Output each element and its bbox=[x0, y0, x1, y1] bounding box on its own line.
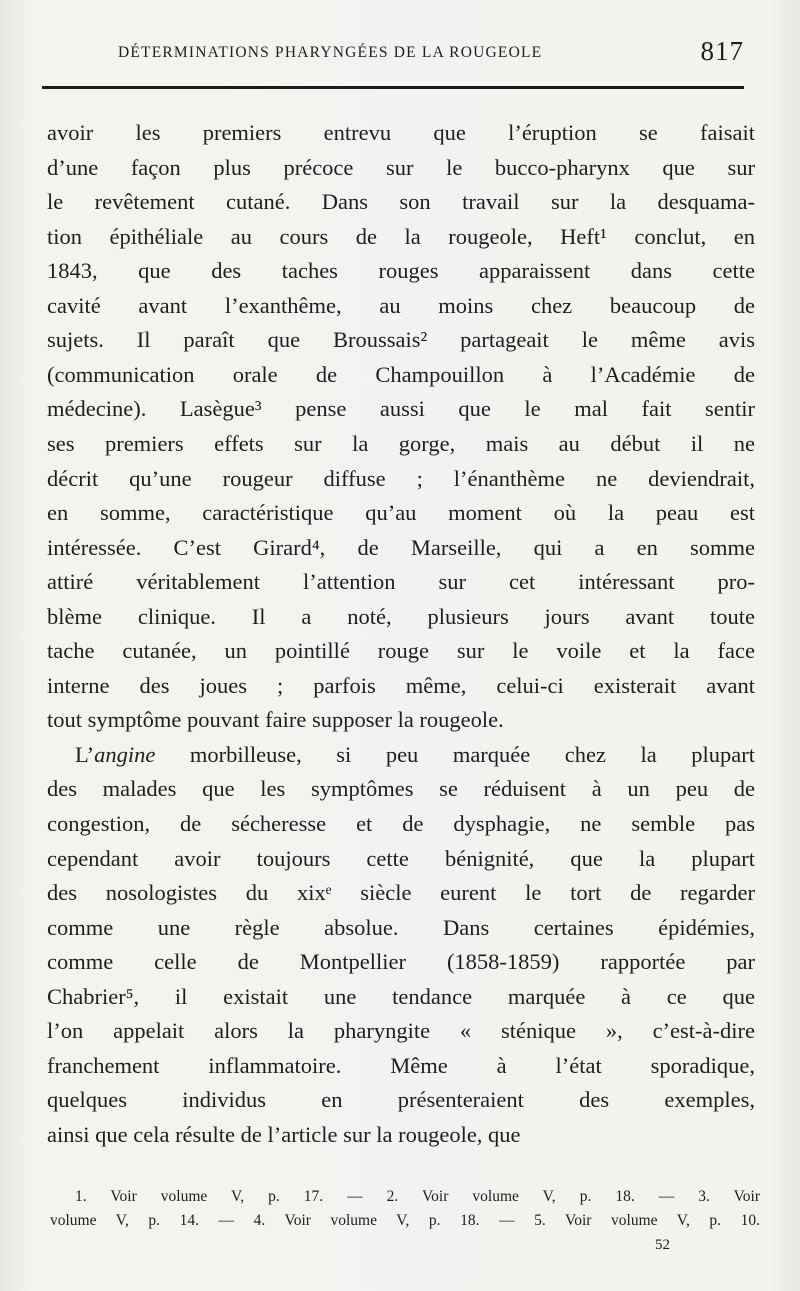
text-line: d’une façon plus précoce sur le bucco-pharynx que sur bbox=[47, 154, 755, 180]
text-line: l’on appelait alors la pharyngite « sténique », c’est-à-dire bbox=[47, 1018, 755, 1044]
text-line: cependant avoir toujours cette bénignité, que la plupart bbox=[47, 845, 755, 871]
text-line: ses premiers effets sur la gorge, mais au début il ne bbox=[47, 430, 755, 456]
text-line: intéressée. C’est Girard⁴, de Marseille, qui a en somme bbox=[47, 534, 755, 560]
text-line: des malades que les symptômes se réduisent à un peu de bbox=[47, 776, 755, 802]
page-number: 817 bbox=[700, 36, 744, 66]
text-line: comme celle de Montpellier (1858-1859) rapportée par bbox=[47, 949, 755, 975]
text-line: interne des joues ; parfois même, celui-ci existerait avant bbox=[47, 672, 755, 698]
italic-term: angine bbox=[94, 741, 156, 767]
text-line: franchement inflammatoire. Même à l’état sporadique, bbox=[47, 1052, 755, 1078]
text-line: ainsi que cela résulte de l’article sur la rougeole, que bbox=[47, 1121, 521, 1147]
running-title: DÉTERMINATIONS PHARYNGÉES DE LA ROUGEOLE bbox=[118, 44, 543, 61]
text-line: 1843, que des taches rouges apparaissent dans cette bbox=[47, 258, 755, 284]
text-line: L’angine morbilleuse, si peu marquée chez la plupart bbox=[75, 741, 755, 767]
text-line: congestion, de sécheresse et de dysphagie, ne semble pas bbox=[47, 811, 755, 836]
text-line: tout symptôme pouvant faire supposer la rougeole. bbox=[47, 707, 504, 733]
text-line: le revêtement cutané. Dans son travail sur la desquama- bbox=[47, 189, 755, 215]
running-head bbox=[118, 36, 748, 70]
text-line: tion épithéliale au cours de la rougeole, Heft¹ conclut, en bbox=[47, 223, 755, 249]
text-line: sujets. Il paraît que Broussais² partageait le même avis bbox=[47, 327, 755, 353]
text-line: Chabrier⁵, il existait une tendance marquée à ce que bbox=[47, 983, 755, 1009]
text-line: (communication orale de Champouillon à l’Académie de bbox=[47, 361, 755, 387]
text-line: décrit qu’une rougeur diffuse ; l’énanthème ne deviendrait, bbox=[47, 465, 755, 491]
text-line: comme une règle absolue. Dans certaines épidémies, bbox=[47, 914, 755, 940]
text-line: attiré véritablement l’attention sur cet intéressant pro- bbox=[47, 569, 755, 595]
text-line: blème clinique. Il a noté, plusieurs jours avant toute bbox=[47, 603, 755, 629]
text-line: cavité avant l’exanthême, au moins chez beaucoup de bbox=[47, 292, 755, 318]
text-line: avoir les premiers entrevu que l’éruption se faisait bbox=[47, 120, 755, 145]
header-rule bbox=[42, 86, 744, 89]
text-line: médecine). Lasègue³ pense aussi que le mal fait sentir bbox=[47, 396, 755, 422]
text-line: des nosologistes du xixᵉ siècle eurent le tort de regarder bbox=[47, 880, 755, 906]
text-line: quelques individus en présenteraient des exemples, bbox=[47, 1087, 755, 1113]
signature-mark: 52 bbox=[655, 1237, 670, 1253]
text-line: tache cutanée, un pointillé rouge sur le voile et la face bbox=[47, 638, 755, 664]
footnote-line: 1. Voir volume V, p. 17. — 2. Voir volume V, p. 18. — 3. Voir bbox=[75, 1188, 760, 1205]
text-line: en somme, caractéristique qu’au moment où la peau est bbox=[47, 500, 755, 526]
footnote-line: volume V, p. 14. — 4. Voir volume V, p. 18. — 5. Voir volume V, p. 10. bbox=[50, 1212, 760, 1229]
